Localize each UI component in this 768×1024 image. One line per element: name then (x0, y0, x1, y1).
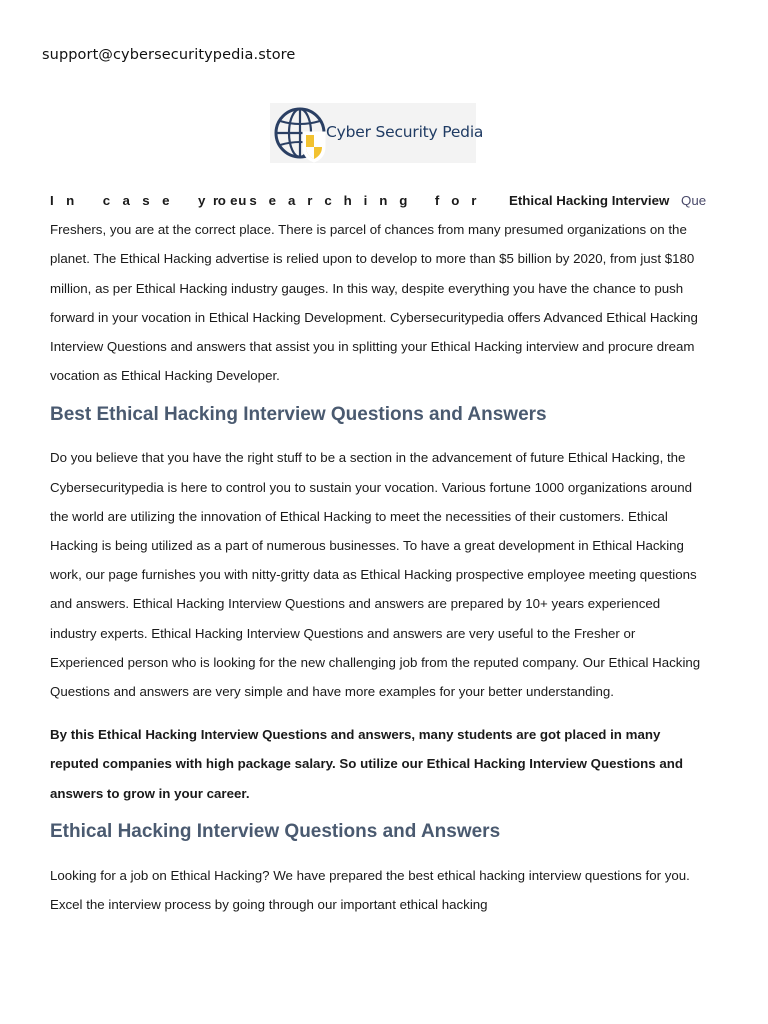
intro-part-2: researching for (213, 193, 489, 208)
support-email: support@cybersecuritypedia.store (42, 47, 296, 63)
intro-part-3: Ethical Hacking Interview (509, 193, 670, 208)
intro-part-4: Que (681, 193, 707, 208)
paragraph-looking: Looking for a job on Ethical Hacking? We have prepared the best ethical hacking interview questions for you. Excel the interview process by going through our important ethical hacking (50, 867, 690, 913)
paragraph-fortune: Do you believe that you have the right stuff to be a section in the advancement of future Ethical Hacking, the Cybersecuritypedia is here to control you to sustain your vocation. Various fortune 1000 organizations around the world are utilizing the innovation of Ethical Hacking to meet the necessities of their customers. Ethical Hacking is being utilized as a part of numerous businesses. To have a great development in Ethical Hacking work, our page furnishes you with nitty-gritty data as Ethical Hacking prospective employee meeting questions and answers. Ethical Hacking Interview Questions and answers are prepared by 10+ years experienced industry experts. Ethical Hacking Interview Questions and answers are very useful to the Fresher or Experienced person who is looking for the new challenging job from the reputed company. Our Ethical Hacking Questions and answers are very simple and have more examples for your better understanding. (50, 450, 701, 700)
intro-line (50, 186, 768, 215)
heading-best-questions: Best Ethical Hacking Interview Questions and Answers (50, 404, 547, 426)
paragraph-intro: Freshers, you are at the correct place. There is parcel of chances from many presumed organizations on the planet. The Ethical Hacking advertise is relied upon to develop to more than $5 billion by 2020, from just $180 million, as per Ethical Hacking industry gauges. In this way, despite everything you have the chance to push forward in your vocation in Ethical Hacking Development. Cybersecuritypedia offers Advanced Ethical Hacking Interview Questions and answers that assist you in splitting your Ethical Hacking interview and procure dream vocation as Ethical Hacking Developer. (50, 222, 698, 384)
paragraph-placement: By this Ethical Hacking Interview Questions and answers, many students are got placed in many reputed companies with high package salary. So utilize our Ethical Hacking Interview Questions and answers to grow in your career. (50, 727, 683, 801)
logo (270, 103, 484, 163)
intro-part-1: In case you (50, 193, 259, 208)
heading-interview-questions: Ethical Hacking Interview Questions and Answers (50, 820, 501, 842)
article-content (50, 186, 768, 919)
logo-text: Cyber Security Pedia (326, 123, 484, 141)
